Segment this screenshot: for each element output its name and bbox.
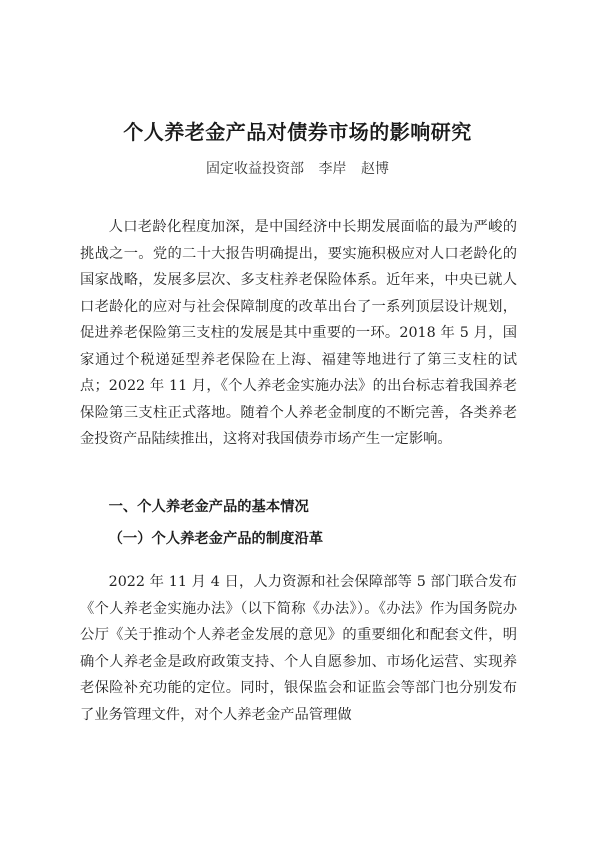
department-name: 固定收益投资部 bbox=[206, 161, 305, 177]
author-name: 李岸 bbox=[318, 161, 347, 177]
author-line bbox=[0, 158, 595, 178]
body-paragraph: 2022 年 11 月 4 日，人力资源和社会保障部等 5 部门联合发布《个人养老金实施办法》（以下简称《办法》）。《办法》作为国务院办公厅《关于推动个人养老金发展的意见》的重要细化和配套文件，明确个人养老金是政府政策支持、个人自愿参加、市场化运营、实现养老保险补充功能的定位。同时，银保监会和证监会等部门也分别发布了业务管理文件，对个人养老金产品管理做 bbox=[80, 574, 517, 723]
section-heading: 一、个人养老金产品的基本情况 bbox=[108, 499, 309, 515]
document-title: 个人养老金产品对债券市场的影响研究 bbox=[123, 120, 472, 144]
intro-paragraph: 人口老龄化程度加深，是中国经济中长期发展面临的最为严峻的挑战之一。党的二十大报告明确提出，要实施积极应对人口老龄化的国家战略，发展多层次、多支柱养老保险体系。近年来，中央已就人口老龄化的应对与社会保障制度的改革出台了一系列顶层设计规划，促进养老保险第三支柱的发展是其中重要的一环。2018 年 5 月，国家通过个税递延型养老保险在上海、福建等地进行了第三支柱的试点；2022 年 11 月，《个人养老金实施办法》的出台标志着我国养老保险第三支柱正式落地。随着个人养老金制度的不断完善，各类养老金投资产品陆续推出，这将对我国债券市场产生一定影响。 bbox=[80, 219, 517, 447]
subsection-heading: （一）个人养老金产品的制度沿革 bbox=[108, 531, 324, 547]
author-name: 赵博 bbox=[360, 161, 389, 177]
